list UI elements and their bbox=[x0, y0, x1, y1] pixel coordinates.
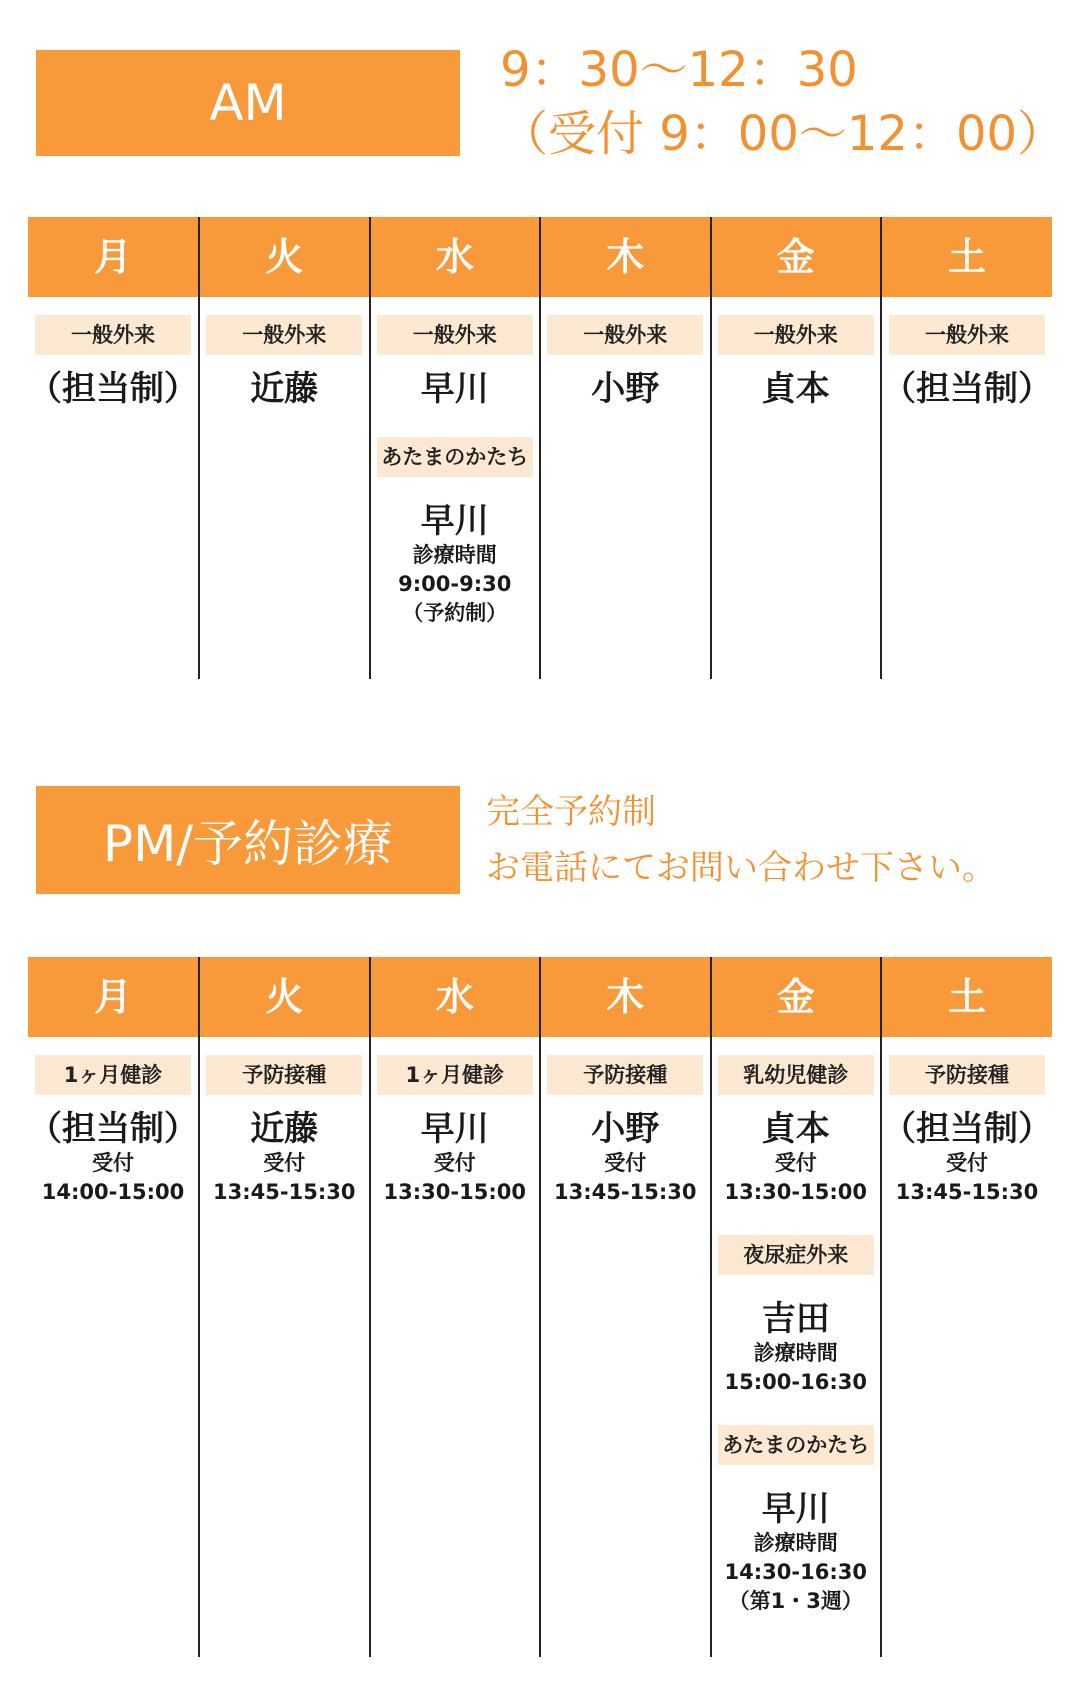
clinic-category-badge: 1ヶ月健診 bbox=[377, 1055, 533, 1095]
pm-day-header: 水 bbox=[371, 957, 540, 1037]
pm-day-column bbox=[880, 957, 1052, 1657]
am-day-header: 火 bbox=[200, 217, 369, 297]
pm-day-header: 金 bbox=[712, 957, 881, 1037]
doctor-name: （担当制） bbox=[882, 369, 1052, 409]
schedule-note: 診療時間 bbox=[753, 1531, 838, 1555]
pm-day-header: 木 bbox=[541, 957, 710, 1037]
doctor-name: 近藤 bbox=[250, 369, 319, 409]
am-day-header: 水 bbox=[371, 217, 540, 297]
pm-day-header: 月 bbox=[28, 957, 198, 1037]
clinic-category-badge: 一般外来 bbox=[718, 315, 874, 355]
pm-note bbox=[486, 784, 996, 896]
clinic-category-badge: あたまのかたち bbox=[718, 1425, 874, 1465]
schedule-note: 15:00-16:30 bbox=[724, 1370, 867, 1394]
clinic-category-badge: 一般外来 bbox=[377, 315, 533, 355]
am-day-header: 月 bbox=[28, 217, 198, 297]
clinic-category-badge: 乳幼児健診 bbox=[718, 1055, 874, 1095]
am-day-column bbox=[198, 217, 369, 679]
schedule-note: （予約制） bbox=[402, 601, 508, 625]
schedule-note: 受付 bbox=[604, 1151, 647, 1175]
pm-note-line1: 完全予約制 bbox=[486, 792, 656, 832]
schedule-note: （第1・3週） bbox=[728, 1589, 863, 1613]
clinic-category-badge: 一般外来 bbox=[547, 315, 703, 355]
schedule-note: 9:00-9:30 bbox=[398, 572, 512, 596]
pm-day-column bbox=[539, 957, 710, 1657]
schedule-note: 14:00-15:00 bbox=[41, 1180, 185, 1204]
schedule-note: 13:30-15:00 bbox=[383, 1180, 526, 1204]
pm-day-column bbox=[369, 957, 540, 1657]
pm-schedule-table bbox=[28, 957, 1052, 1657]
schedule-note: 受付 bbox=[263, 1151, 306, 1175]
schedule-note: 受付 bbox=[946, 1151, 988, 1175]
schedule-note: 受付 bbox=[92, 1151, 134, 1175]
clinic-category-badge: 夜尿症外来 bbox=[718, 1235, 874, 1275]
am-label: AM bbox=[36, 50, 460, 156]
clinic-category-badge: 予防接種 bbox=[889, 1055, 1045, 1095]
clinic-category-badge: 予防接種 bbox=[206, 1055, 362, 1095]
schedule-note: 13:45-15:30 bbox=[895, 1180, 1039, 1204]
am-hours-reception: （受付 9：00〜12：00） bbox=[500, 106, 1066, 162]
clinic-category-badge: 一般外来 bbox=[889, 315, 1045, 355]
doctor-name: 小野 bbox=[591, 369, 660, 409]
am-day-column bbox=[880, 217, 1052, 679]
doctor-name: 早川 bbox=[761, 1489, 830, 1529]
doctor-name: 小野 bbox=[591, 1109, 660, 1149]
clinic-category-badge: 予防接種 bbox=[547, 1055, 703, 1095]
doctor-name: 貞本 bbox=[761, 369, 830, 409]
am-day-column bbox=[539, 217, 710, 679]
doctor-name: （担当制） bbox=[882, 1109, 1052, 1149]
am-day-column bbox=[369, 217, 540, 679]
clinic-category-badge: 一般外来 bbox=[206, 315, 362, 355]
am-day-header: 土 bbox=[882, 217, 1052, 297]
pm-day-header: 土 bbox=[882, 957, 1052, 1037]
schedule-note: 14:30-16:30 bbox=[724, 1560, 867, 1584]
doctor-name: 近藤 bbox=[250, 1109, 319, 1149]
doctor-name: （担当制） bbox=[28, 369, 198, 409]
am-hours bbox=[500, 38, 1065, 166]
pm-label: PM/予約診療 bbox=[36, 786, 460, 894]
am-hours-line1: 9：30〜12：30 bbox=[500, 42, 858, 98]
pm-day-column bbox=[198, 957, 369, 1657]
pm-note-line2: お電話にてお問い合わせ下さい。 bbox=[486, 848, 996, 888]
doctor-name: 貞本 bbox=[761, 1109, 830, 1149]
schedule-note: 13:45-15:30 bbox=[213, 1180, 356, 1204]
am-day-header: 木 bbox=[541, 217, 710, 297]
pm-day-column bbox=[710, 957, 881, 1657]
am-day-column bbox=[28, 217, 198, 679]
clinic-category-badge: あたまのかたち bbox=[377, 437, 533, 477]
am-schedule-table bbox=[28, 217, 1052, 679]
doctor-name: 早川 bbox=[420, 1109, 489, 1149]
am-day-header: 金 bbox=[712, 217, 881, 297]
schedule-note: 診療時間 bbox=[412, 543, 497, 567]
schedule-note: 13:45-15:30 bbox=[554, 1180, 697, 1204]
schedule-note: 13:30-15:00 bbox=[724, 1180, 867, 1204]
schedule-note: 受付 bbox=[433, 1151, 476, 1175]
doctor-name: 早川 bbox=[420, 369, 489, 409]
pm-day-column bbox=[28, 957, 198, 1657]
schedule-note: 診療時間 bbox=[753, 1341, 838, 1365]
am-day-column bbox=[710, 217, 881, 679]
doctor-name: （担当制） bbox=[28, 1109, 198, 1149]
clinic-category-badge: 一般外来 bbox=[35, 315, 191, 355]
doctor-name: 吉田 bbox=[761, 1299, 830, 1339]
pm-day-header: 火 bbox=[200, 957, 369, 1037]
clinic-category-badge: 1ヶ月健診 bbox=[35, 1055, 191, 1095]
schedule-note: 受付 bbox=[774, 1151, 817, 1175]
doctor-name: 早川 bbox=[420, 501, 489, 541]
